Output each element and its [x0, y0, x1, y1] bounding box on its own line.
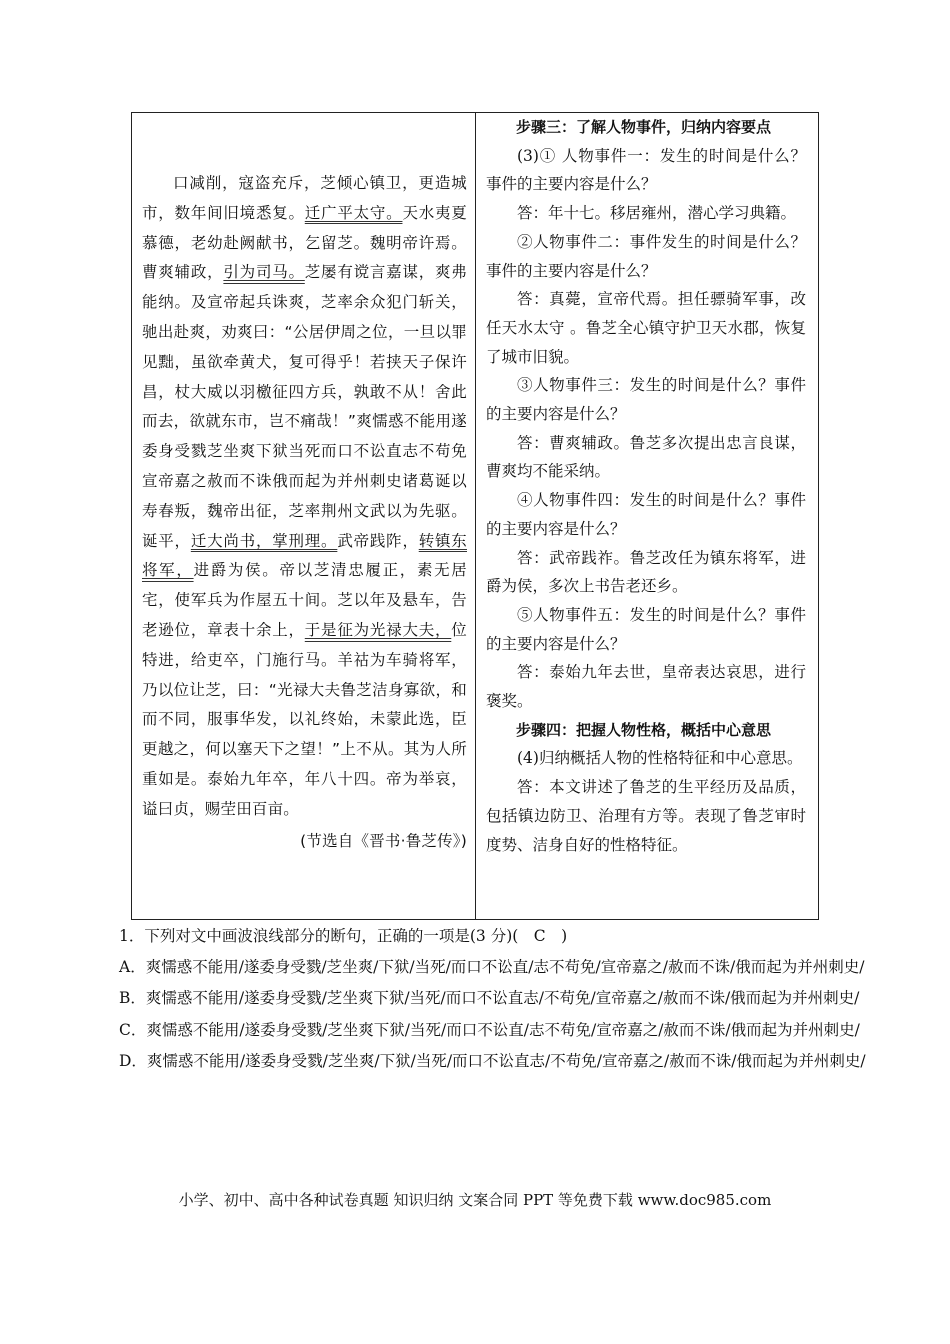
- passage-segment: 武帝践阼，: [337, 531, 419, 550]
- passage-text: [142, 169, 467, 825]
- passage-table: [131, 112, 819, 920]
- passage-segment: 芝屡有谠言嘉谋，爽弗能纳。及宣帝起兵诛爽，芝率余众犯门斩关，驰出赴爽，劝爽曰：“公居伊周之位，一旦以罪见黜，虽欲牵黄犬，复可得乎！若挟天子保许昌，杖大威以羽檄征四方兵，孰敢不从！舍此而去，欲就东市，岂不痛哉！”爽懦惑不能用遂委身受戮芝坐爽下狱当死而口不讼直志不苟免宣帝嘉之赦而不诛俄而起为并州刺史诸葛诞以寿春叛，魏帝出征，芝率荆州文武以为先驱。诞平，: [142, 263, 467, 550]
- question-event-2: ②人物事件二：事件发生的时间是什么？事件的主要内容是什么？: [486, 232, 806, 280]
- passage-column: [132, 113, 475, 919]
- underlined-phrase: 迁大尚书，掌刑理。: [190, 531, 338, 550]
- answer-event-5: 答：泰始九年去世，皇帝表达哀思，进行褒奖。: [486, 663, 806, 711]
- answer-event-3: 答：曹爽辅政。鲁芝多次提出忠言良谋，曹爽均不能采纳。: [486, 433, 806, 481]
- underlined-phrase: 迁广平太守。: [304, 203, 403, 222]
- underlined-phrase: 于是征为光禄大夫，: [304, 620, 452, 639]
- passage-source: (节选自《晋书·鲁芝传》): [300, 831, 467, 850]
- answer-event-2: 答：真薨，宣帝代焉。担任骠骑军事，改任天水太守 。鲁芝全心镇守护卫天水郡，恢复了城市旧貌。: [486, 290, 806, 366]
- passage-segment: 天水夷夏慕德，老幼赴阙献书，乞留芝。魏明帝许焉。曹爽辅政，: [142, 203, 467, 282]
- underlined-phrase: 转镇东将军，: [142, 531, 467, 580]
- underlined-phrase: 引为司马。: [223, 263, 305, 282]
- answer-event-4: 答：武帝践祚。鲁芝改任为镇东将军，进爵为侯，多次上书告老还乡。: [486, 548, 806, 596]
- page-footer: 小学、初中、高中各种试卷真题 知识归纳 文案合同 PPT 等免费下载 www.doc985.com: [178, 1191, 772, 1209]
- option-c: C．爽懦惑不能用/遂委身受戮/芝坐爽下狱/当死/而口不讼直/志不苟免/宣帝嘉之/赦而不诛/俄而起为并州刺史/: [119, 1020, 860, 1039]
- question-event-3: ③人物事件三：发生的时间是什么？事件的主要内容是什么？: [486, 376, 806, 424]
- question-event-1: (3)① 人物事件一：发生的时间是什么？事件的主要内容是什么？: [486, 146, 806, 194]
- question-event-5: ⑤人物事件五：发生的时间是什么？事件的主要内容是什么？: [486, 605, 806, 653]
- passage-segment: 口减削，寇盗充斥，芝倾心镇卫，更造城市，数年间旧境悉复。: [142, 174, 467, 222]
- passage-segment: 位特进，给吏卒，门施行马。羊祜为车骑将军，乃以位让芝，曰：“光禄大夫鲁芝洁身寡欲，和而不同，服事华发，以礼终始，未蒙此选，臣更越之，何以塞天下之望！”上不从。其为人所重如是。泰始九年卒，年八十四。帝为举哀，谥曰贞，赐茔田百亩。: [142, 620, 467, 818]
- analysis-column: [476, 113, 818, 919]
- step4-title: 步骤四：把握人物性格，概括中心意思: [516, 720, 772, 739]
- question-character: (4)归纳概括人物的性格特征和中心意思。: [517, 749, 803, 768]
- passage-segment: 进爵为侯。帝以芝清忠履正，素无居宅，使军兵为作屋五十间。芝以年及悬车，告老逊位，章表十余上，: [142, 561, 468, 639]
- option-a: A．爽懦惑不能用/遂委身受戮/芝坐爽/下狱/当死/而口不讼直/志不苟免/宣帝嘉之/赦而不诛/俄而起为并州刺史/: [119, 958, 865, 977]
- question-stem: 1．下列对文中画波浪线部分的断句，正确的一项是(3 分)( C ): [119, 927, 568, 945]
- option-d: D．爽懦惑不能用/遂委身受戮/芝坐爽/下狱/当死/而口不讼直志/不苟免/宣帝嘉之/赦而不诛/俄而起为并州刺史/: [119, 1051, 866, 1070]
- step3-title: 步骤三：了解人物事件，归纳内容要点: [516, 118, 772, 136]
- question-event-4: ④人物事件四：发生的时间是什么？事件的主要内容是什么？: [486, 491, 806, 538]
- option-b: B．爽懦惑不能用/遂委身受戮/芝坐爽下狱/当死/而口不讼直志/不苟免/宣帝嘉之/赦而不诛/俄而起为并州刺史/: [119, 989, 860, 1008]
- answer-character: 答：本文讲述了鲁芝的生平经历及品质，包括镇边防卫、治理有方等。表现了鲁芝审时度势、洁身自好的性格特征。: [486, 778, 806, 854]
- question-area: [88, 921, 866, 1077]
- answer-event-1: 答：年十七。移居雍州，潜心学习典籍。: [517, 204, 797, 223]
